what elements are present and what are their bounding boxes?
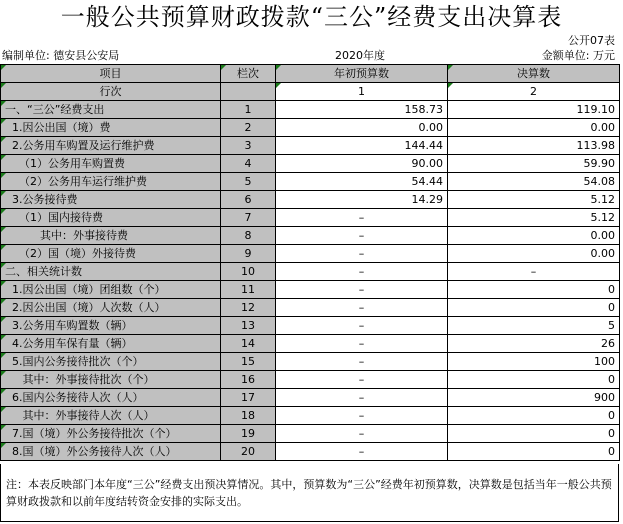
- budget-cell[interactable]: –: [276, 443, 448, 461]
- final-cell[interactable]: 5.12: [448, 209, 620, 227]
- row-item-cell[interactable]: 1.因公出国（境）团组数（个）: [1, 281, 221, 299]
- budget-cell[interactable]: –: [276, 407, 448, 425]
- table-row: [1, 335, 620, 353]
- index-row: [1, 83, 620, 101]
- budget-cell[interactable]: 14.29: [276, 191, 448, 209]
- budget-cell[interactable]: –: [276, 263, 448, 281]
- final-cell[interactable]: 113.98: [448, 137, 620, 155]
- budget-cell[interactable]: –: [276, 209, 448, 227]
- row-item-cell[interactable]: 4.公务用车保有量（辆）: [1, 335, 221, 353]
- final-cell[interactable]: –: [448, 263, 620, 281]
- row-item-cell[interactable]: 其中：外事接待批次（个）: [1, 371, 221, 389]
- final-cell[interactable]: 54.08: [448, 173, 620, 191]
- row-number-cell[interactable]: 12: [221, 299, 276, 317]
- table-row: [1, 371, 620, 389]
- row-number-cell[interactable]: 14: [221, 335, 276, 353]
- row-number-cell[interactable]: 18: [221, 407, 276, 425]
- budget-column-index[interactable]: 1: [276, 83, 448, 101]
- row-number-cell[interactable]: 4: [221, 155, 276, 173]
- header-col-no[interactable]: 栏次: [221, 65, 276, 83]
- table-row: [1, 353, 620, 371]
- row-number-cell[interactable]: 11: [221, 281, 276, 299]
- header-item[interactable]: 项目: [1, 65, 221, 83]
- budget-cell[interactable]: –: [276, 335, 448, 353]
- final-column-index[interactable]: 2: [448, 83, 620, 101]
- budget-cell[interactable]: 158.73: [276, 101, 448, 119]
- final-cell[interactable]: 900: [448, 389, 620, 407]
- row-number-cell[interactable]: 15: [221, 353, 276, 371]
- table-row: [1, 299, 620, 317]
- final-cell[interactable]: 100: [448, 353, 620, 371]
- final-cell[interactable]: 5: [448, 317, 620, 335]
- header-budget[interactable]: 年初预算数: [276, 65, 448, 83]
- row-item-cell[interactable]: 1.因公出国（境）费: [1, 119, 221, 137]
- row-item-cell[interactable]: 3.公务接待费: [1, 191, 221, 209]
- row-number-cell[interactable]: 8: [221, 227, 276, 245]
- row-number-cell[interactable]: 9: [221, 245, 276, 263]
- budget-cell[interactable]: 90.00: [276, 155, 448, 173]
- final-cell[interactable]: 0: [448, 371, 620, 389]
- index-blank-cell[interactable]: [221, 83, 276, 101]
- footnote: 注：本表反映部门本年度“三公”经费支出预决算情况。其中，预算数为“三公”经费年初预算数，决算数是包括当年一般公共预算财政拨款和以前年度结转资金安排的实际支出。: [6, 478, 612, 508]
- row-item-cell[interactable]: （1）国内接待费: [1, 209, 221, 227]
- final-cell[interactable]: 5.12: [448, 191, 620, 209]
- final-cell[interactable]: 119.10: [448, 101, 620, 119]
- final-cell[interactable]: 59.90: [448, 155, 620, 173]
- row-number-cell[interactable]: 16: [221, 371, 276, 389]
- row-number-cell[interactable]: 20: [221, 443, 276, 461]
- table-row: [1, 155, 620, 173]
- row-number-cell[interactable]: 7: [221, 209, 276, 227]
- budget-cell[interactable]: –: [276, 389, 448, 407]
- final-cell[interactable]: 0: [448, 407, 620, 425]
- page-title: 一般公共预算财政拨款“三公”经费支出决算表: [60, 3, 563, 31]
- form-number: 公开07表: [568, 34, 615, 47]
- row-item-cell[interactable]: 其中：外事接待费: [1, 227, 221, 245]
- table-row: [1, 191, 620, 209]
- final-cell[interactable]: 0: [448, 281, 620, 299]
- table-row: [1, 101, 620, 119]
- budget-cell[interactable]: –: [276, 317, 448, 335]
- budget-cell[interactable]: 144.44: [276, 137, 448, 155]
- header-final[interactable]: 决算数: [448, 65, 620, 83]
- table-row: [1, 173, 620, 191]
- reporting-unit: 编制单位: 德安县公安局: [2, 49, 120, 62]
- row-number-cell[interactable]: 10: [221, 263, 276, 281]
- row-number-cell[interactable]: 1: [221, 101, 276, 119]
- row-number-cell[interactable]: 19: [221, 425, 276, 443]
- budget-cell[interactable]: –: [276, 353, 448, 371]
- final-cell[interactable]: 0.00: [448, 245, 620, 263]
- budget-cell[interactable]: –: [276, 299, 448, 317]
- table-row: [1, 281, 620, 299]
- row-item-cell[interactable]: 2.公务用车购置及运行维护费: [1, 137, 221, 155]
- table-row: [1, 119, 620, 137]
- row-number-cell[interactable]: 6: [221, 191, 276, 209]
- budget-cell[interactable]: –: [276, 371, 448, 389]
- row-item-cell[interactable]: 其中：外事接待人次（人）: [1, 407, 221, 425]
- header-row: [1, 65, 620, 83]
- final-cell[interactable]: 0: [448, 443, 620, 461]
- row-item-cell[interactable]: 8.国（境）外公务接待人次（人）: [1, 443, 221, 461]
- row-item-cell[interactable]: （2）公务用车运行维护费: [1, 173, 221, 191]
- row-item-cell[interactable]: （1）公务用车购置费: [1, 155, 221, 173]
- final-cell[interactable]: 26: [448, 335, 620, 353]
- final-cell[interactable]: 0.00: [448, 227, 620, 245]
- table-row: [1, 407, 620, 425]
- budget-cell[interactable]: –: [276, 227, 448, 245]
- row-item-cell[interactable]: 3.公务用车购置数（辆）: [1, 317, 221, 335]
- budget-cell[interactable]: 0.00: [276, 119, 448, 137]
- table-row: [1, 209, 620, 227]
- table-row: [1, 443, 620, 461]
- expense-table: [0, 64, 620, 461]
- row-number-cell[interactable]: 5: [221, 173, 276, 191]
- row-number-cell[interactable]: 2: [221, 119, 276, 137]
- table-row: [1, 137, 620, 155]
- table-row: [1, 425, 620, 443]
- budget-cell[interactable]: 54.44: [276, 173, 448, 191]
- fiscal-year: 2020年度: [335, 49, 385, 62]
- row-item-cell[interactable]: 6.国内公务接待人次（人）: [1, 389, 221, 407]
- table-row: [1, 263, 620, 281]
- table-row: [1, 245, 620, 263]
- amount-unit: 金额单位: 万元: [541, 49, 615, 62]
- row-item-cell[interactable]: 二、相关统计数: [1, 263, 221, 281]
- row-item-cell[interactable]: 5.国内公务接待批次（个）: [1, 353, 221, 371]
- table-row: [1, 389, 620, 407]
- final-cell[interactable]: 0.00: [448, 119, 620, 137]
- budget-cell[interactable]: –: [276, 281, 448, 299]
- row-item-cell[interactable]: （2）国（境）外接待费: [1, 245, 221, 263]
- row-number-cell[interactable]: 3: [221, 137, 276, 155]
- row-number-cell[interactable]: 13: [221, 317, 276, 335]
- row-label-header[interactable]: 行次: [1, 83, 221, 101]
- row-item-cell[interactable]: 7.国（境）外公务接待批次（个）: [1, 425, 221, 443]
- budget-cell[interactable]: –: [276, 245, 448, 263]
- row-item-cell[interactable]: 一、“三公”经费支出: [1, 101, 221, 119]
- row-number-cell[interactable]: 17: [221, 389, 276, 407]
- row-item-cell[interactable]: 2.因公出国（境）人次数（人）: [1, 299, 221, 317]
- table-row: [1, 317, 620, 335]
- final-cell[interactable]: 0: [448, 425, 620, 443]
- final-cell[interactable]: 0: [448, 299, 620, 317]
- table-row: [1, 227, 620, 245]
- budget-cell[interactable]: –: [276, 425, 448, 443]
